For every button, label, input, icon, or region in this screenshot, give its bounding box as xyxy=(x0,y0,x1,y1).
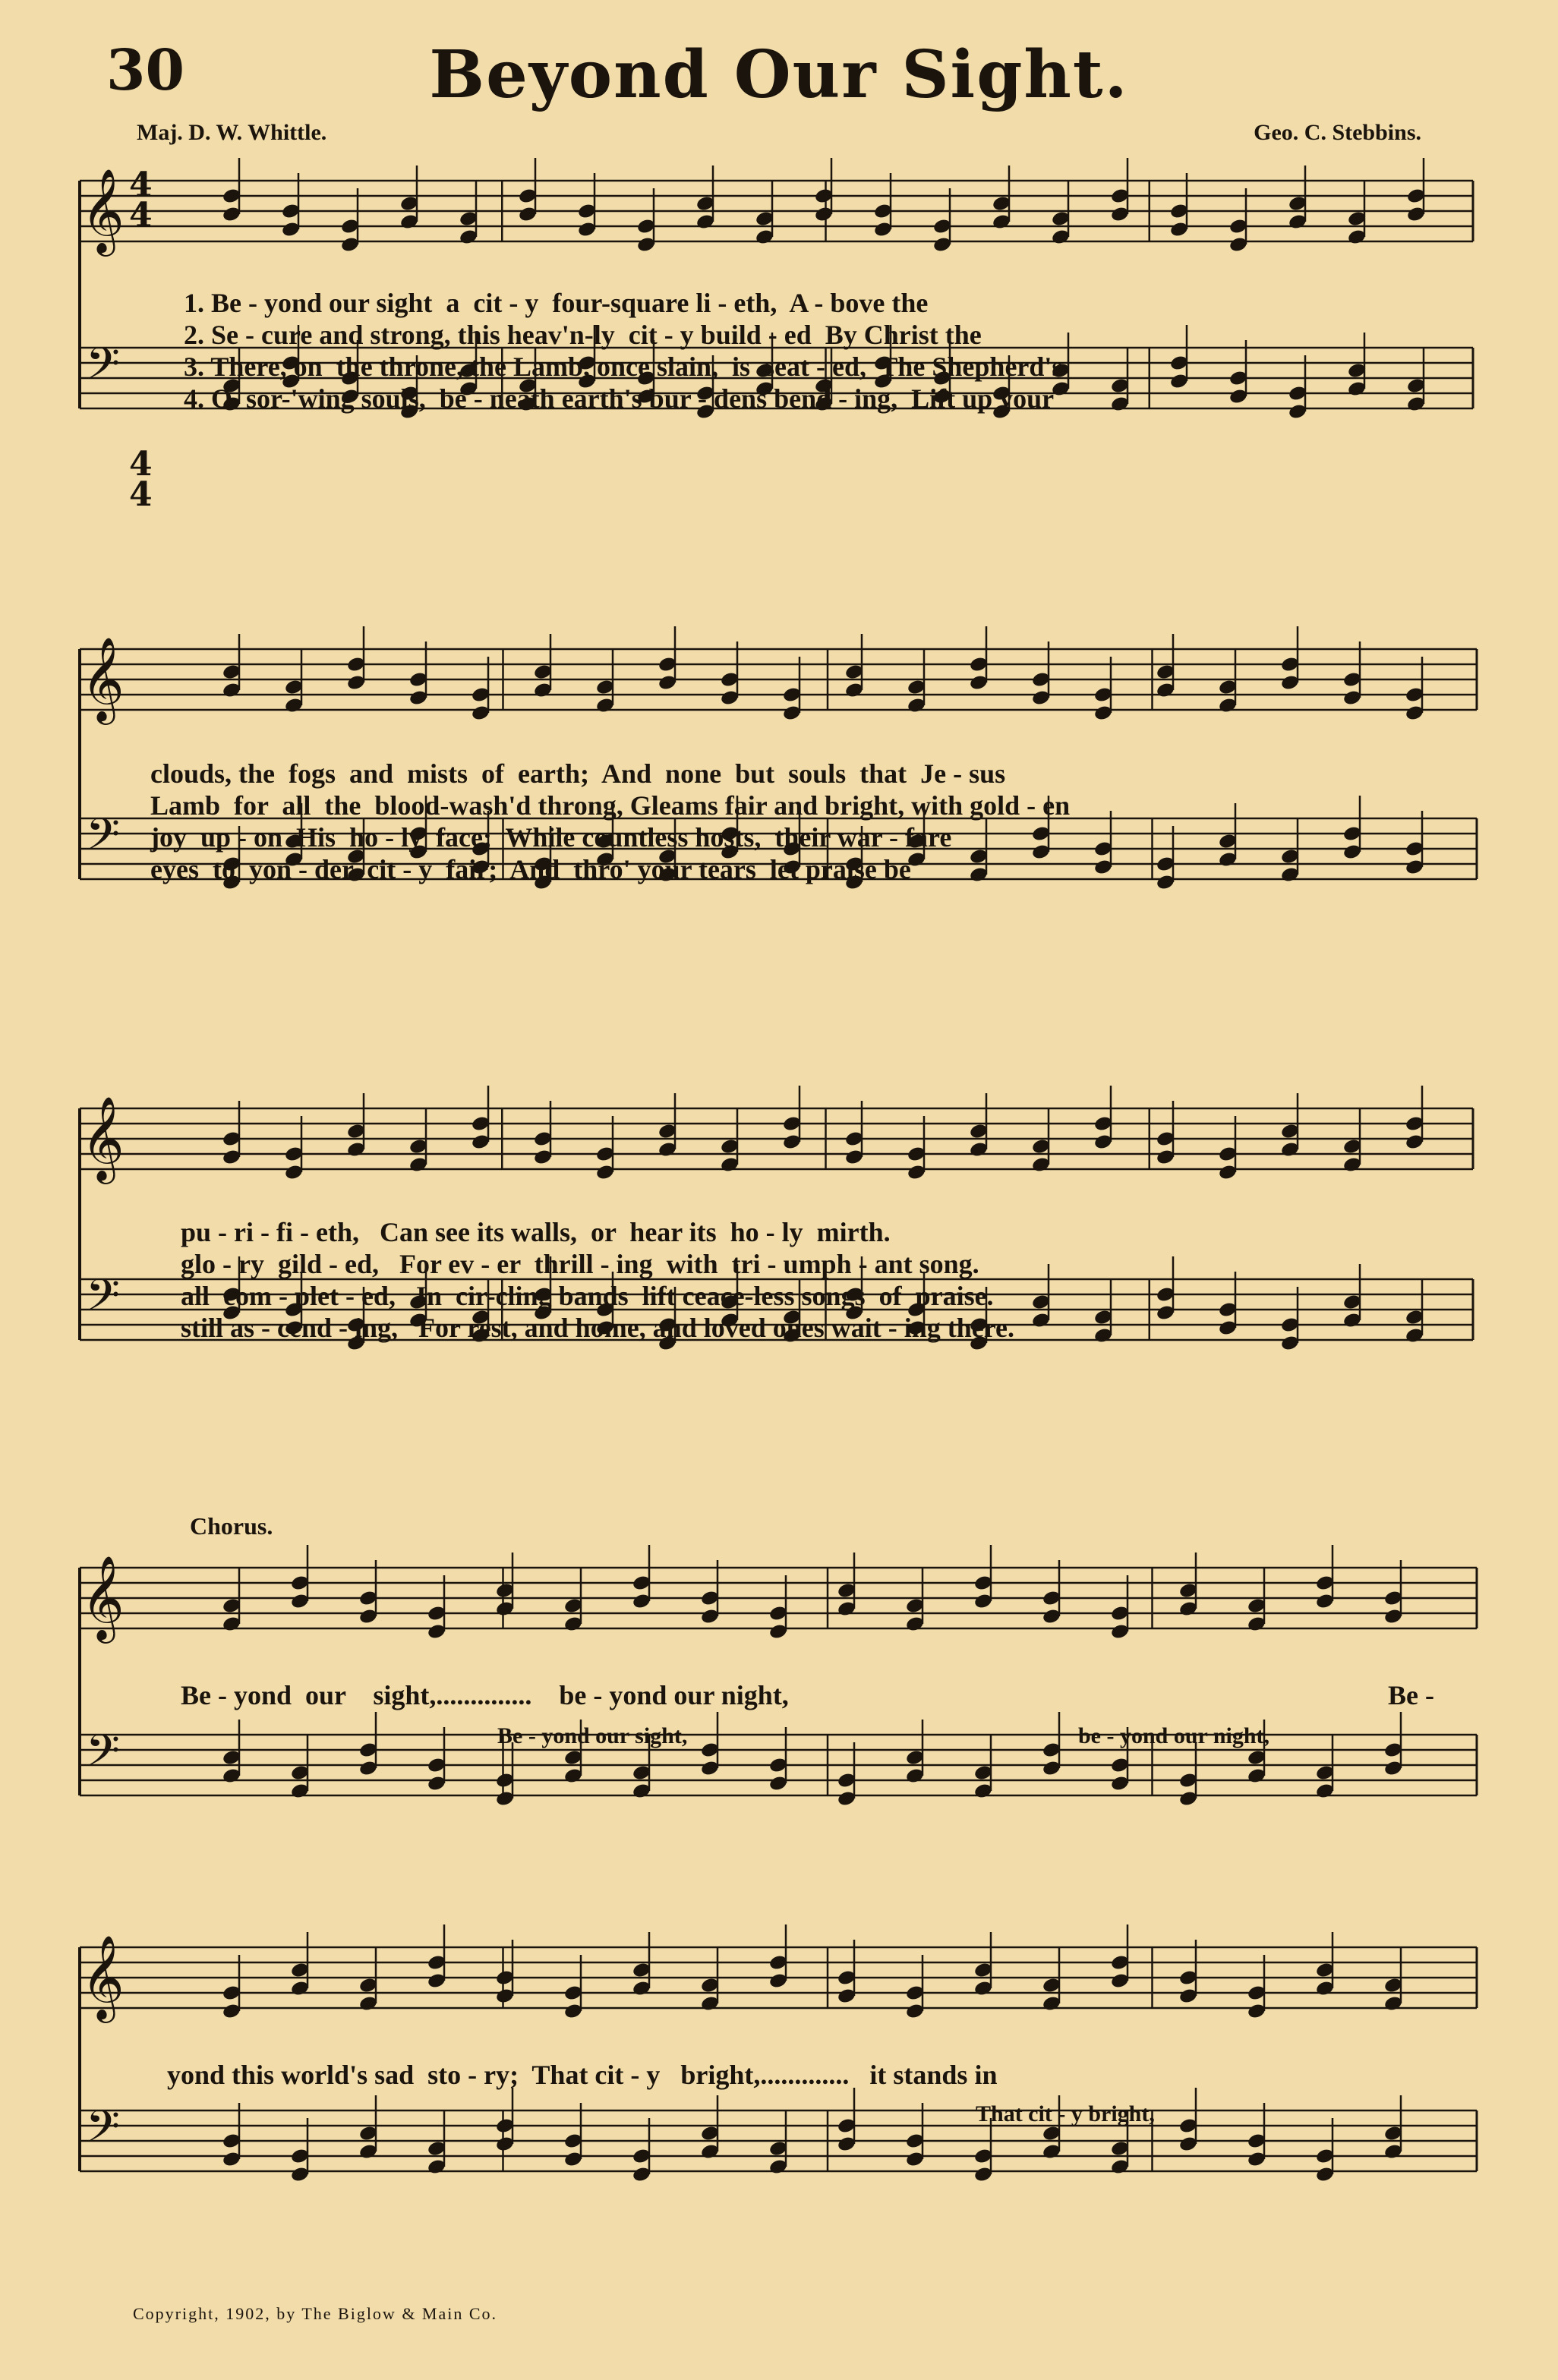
composer-credit: Geo. C. Stebbins. xyxy=(1254,120,1421,145)
verse-3-line-2: joy up - on His ho - ly face; While countless hosts, their war - fare xyxy=(150,822,952,853)
time-signature: 4 xyxy=(129,196,153,235)
chorus-line-1-end: Be - xyxy=(1388,1680,1434,1710)
page-number: 30 xyxy=(106,38,184,103)
verse-2-line-3: glo - ry gild - ed, For ev - er thrill - ing with tri - umph - ant song. xyxy=(181,1249,979,1279)
treble-clef: 𝄞 xyxy=(81,1934,125,2019)
chorus-bass-1a: Be - yond our sight, xyxy=(497,1723,688,1748)
copyright-notice: Copyright, 1902, by The Biglow & Main Co. xyxy=(133,2304,498,2323)
chorus-bass-2: That cit - y bright, xyxy=(976,2101,1155,2126)
verse-1-line-3: pu - ri - fi - eth, Can see its walls, or hear its ho - ly mirth. xyxy=(181,1217,891,1247)
treble-clef: 𝄞 xyxy=(81,636,125,721)
bass-clef: 𝄢 xyxy=(86,809,121,871)
bass-clef: 𝄢 xyxy=(86,1725,121,1787)
bass-clef: 𝄢 xyxy=(86,1269,121,1332)
treble-clef: 𝄞 xyxy=(81,168,125,253)
verse-3-line-1: 3. There, on the throne, the Lamb, once slain, is seat - ed, The Shepherd's xyxy=(184,351,1063,382)
lyricist-credit: Maj. D. W. Whittle. xyxy=(137,120,327,145)
verse-4-line-1: 4. O sor-'wing souls, be - neath earth's bur - dens bend - ing, Lift up your xyxy=(184,383,1055,414)
time-signature: 4 xyxy=(129,475,153,514)
chorus-bass-1b: be - yond our night, xyxy=(1078,1723,1270,1748)
verse-2-line-1: 2. Se - cure and strong, this heav'n-ly cit - y build - ed By Christ the xyxy=(184,320,982,350)
verse-1-line-1: 1. Be - yond our sight a cit - y four-square li - eth, A - bove the xyxy=(184,288,929,318)
treble-clef: 𝄞 xyxy=(81,1095,125,1181)
verse-2-line-2: Lamb for all the blood-wash'd throng, Gleams fair and bright, with gold - en xyxy=(150,790,1071,821)
verse-1-line-2: clouds, the fogs and mists of earth; And none but souls that Je - sus xyxy=(150,758,1006,789)
verse-4-line-2: eyes to yon - der cit - y fair; And thro' your tears let praise be xyxy=(150,854,911,884)
time-signature: 4 xyxy=(129,445,153,484)
chorus-line-2: yond this world's sad sto - ry; That cit - y bright,............. it stands in xyxy=(167,2060,998,2090)
chorus-line-1: Be - yond our sight,.............. be - yond our night, xyxy=(181,1680,789,1710)
chorus-label: Chorus. xyxy=(190,1512,273,1540)
verse-4-line-3: still as - cend - ing, For rest, and home, and loved ones wait - ing there. xyxy=(181,1313,1015,1343)
bass-clef: 𝄢 xyxy=(86,2101,121,2163)
hymn-title: Beyond Our Sight. xyxy=(429,36,1129,113)
bass-clef: 𝄢 xyxy=(86,338,121,400)
treble-clef: 𝄞 xyxy=(81,1555,125,1640)
time-signature: 4 xyxy=(129,165,153,204)
verse-3-line-3: all com - plet - ed, In cir-cling bands lift ceace-less songs of praise. xyxy=(181,1281,994,1311)
